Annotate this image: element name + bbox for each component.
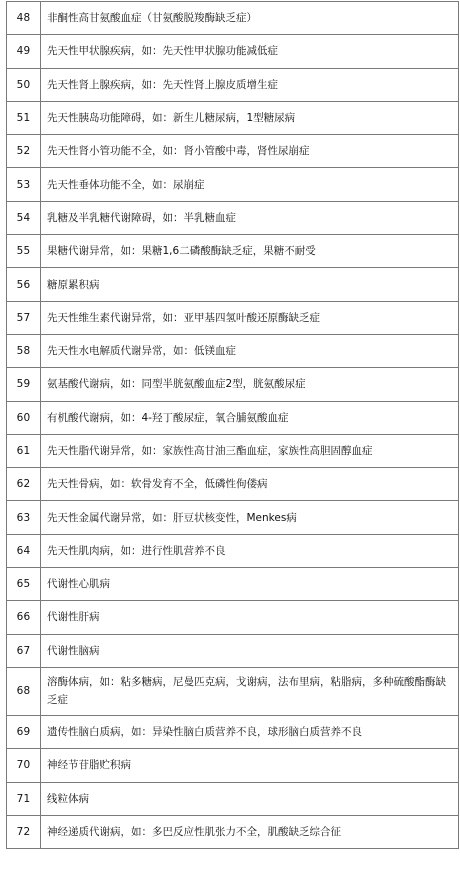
disease-name: 氨基酸代谢病，如：同型半胱氨酸血症2型，胱氨酸尿症 <box>41 368 459 401</box>
table-row <box>7 749 459 782</box>
disease-name: 溶酶体病，如：粘多糖病，尼曼匹克病，戈谢病，法布里病，粘脂病，多种硫酸酯酶缺乏症 <box>41 667 459 715</box>
table-row <box>7 268 459 301</box>
disease-name: 先天性肾小管功能不全，如：肾小管酸中毒，肾性尿崩症 <box>41 135 459 168</box>
table-row <box>7 715 459 748</box>
table-row <box>7 434 459 467</box>
disease-name: 先天性肾上腺疾病，如：先天性肾上腺皮质增生症 <box>41 68 459 101</box>
disease-name: 先天性维生素代谢异常，如：亚甲基四氢叶酸还原酶缺乏症 <box>41 301 459 334</box>
disease-list-sheet <box>6 1 458 849</box>
disease-name: 糖原累积病 <box>41 268 459 301</box>
table-row <box>7 667 459 715</box>
disease-name: 神经节苷脂贮积病 <box>41 749 459 782</box>
table-row <box>7 235 459 268</box>
disease-name: 果糖代谢异常，如：果糖1,6二磷酸酶缺乏症，果糖不耐受 <box>41 235 459 268</box>
row-number: 66 <box>7 601 41 634</box>
row-number: 56 <box>7 268 41 301</box>
row-number: 61 <box>7 434 41 467</box>
table-row <box>7 368 459 401</box>
disease-name: 遗传性脑白质病，如：异染性脑白质营养不良，球形脑白质营养不良 <box>41 715 459 748</box>
disease-name: 先天性垂体功能不全，如：尿崩症 <box>41 168 459 201</box>
row-number: 68 <box>7 667 41 715</box>
row-number: 51 <box>7 101 41 134</box>
row-number: 52 <box>7 135 41 168</box>
table-row <box>7 334 459 367</box>
row-number: 64 <box>7 534 41 567</box>
disease-name: 先天性骨病，如：软骨发育不全，低磷性佝偻病 <box>41 468 459 501</box>
table-row <box>7 568 459 601</box>
row-number: 69 <box>7 715 41 748</box>
disease-name: 非酮性高甘氨酸血症（甘氨酸脱羧酶缺乏症） <box>41 2 459 35</box>
row-number: 65 <box>7 568 41 601</box>
row-number: 71 <box>7 782 41 815</box>
table-row <box>7 168 459 201</box>
table-row <box>7 815 459 848</box>
table-row <box>7 68 459 101</box>
row-number: 49 <box>7 35 41 68</box>
disease-name: 代谢性脑病 <box>41 634 459 667</box>
row-number: 62 <box>7 468 41 501</box>
row-number: 60 <box>7 401 41 434</box>
disease-name: 乳糖及半乳糖代谢障碍，如：半乳糖血症 <box>41 201 459 234</box>
disease-name: 代谢性心肌病 <box>41 568 459 601</box>
disease-name: 先天性金属代谢异常，如：肝豆状核变性，Menkes病 <box>41 501 459 534</box>
row-number: 54 <box>7 201 41 234</box>
table-row <box>7 201 459 234</box>
row-number: 70 <box>7 749 41 782</box>
disease-name: 先天性肌肉病，如：进行性肌营养不良 <box>41 534 459 567</box>
disease-table <box>6 1 459 849</box>
table-row <box>7 2 459 35</box>
row-number: 63 <box>7 501 41 534</box>
row-number: 57 <box>7 301 41 334</box>
table-row <box>7 135 459 168</box>
row-number: 72 <box>7 815 41 848</box>
row-number: 55 <box>7 235 41 268</box>
disease-name: 先天性脂代谢异常，如：家族性高甘油三酯血症，家族性高胆固醇血症 <box>41 434 459 467</box>
disease-name: 有机酸代谢病，如：4-羟丁酸尿症，氧合脯氨酸血症 <box>41 401 459 434</box>
disease-name: 线粒体病 <box>41 782 459 815</box>
table-row <box>7 634 459 667</box>
table-row <box>7 401 459 434</box>
row-number: 50 <box>7 68 41 101</box>
table-row <box>7 534 459 567</box>
row-number: 67 <box>7 634 41 667</box>
disease-name: 神经递质代谢病，如：多巴反应性肌张力不全，肌酸缺乏综合征 <box>41 815 459 848</box>
table-row <box>7 101 459 134</box>
table-row <box>7 501 459 534</box>
disease-name: 代谢性肝病 <box>41 601 459 634</box>
row-number: 48 <box>7 2 41 35</box>
table-row <box>7 301 459 334</box>
row-number: 58 <box>7 334 41 367</box>
disease-name: 先天性水电解质代谢异常，如：低镁血症 <box>41 334 459 367</box>
disease-name: 先天性胰岛功能障碍，如：新生儿糖尿病，1型糖尿病 <box>41 101 459 134</box>
table-row <box>7 782 459 815</box>
row-number: 59 <box>7 368 41 401</box>
table-row <box>7 601 459 634</box>
table-row <box>7 35 459 68</box>
disease-name: 先天性甲状腺疾病，如：先天性甲状腺功能减低症 <box>41 35 459 68</box>
table-row <box>7 468 459 501</box>
row-number: 53 <box>7 168 41 201</box>
